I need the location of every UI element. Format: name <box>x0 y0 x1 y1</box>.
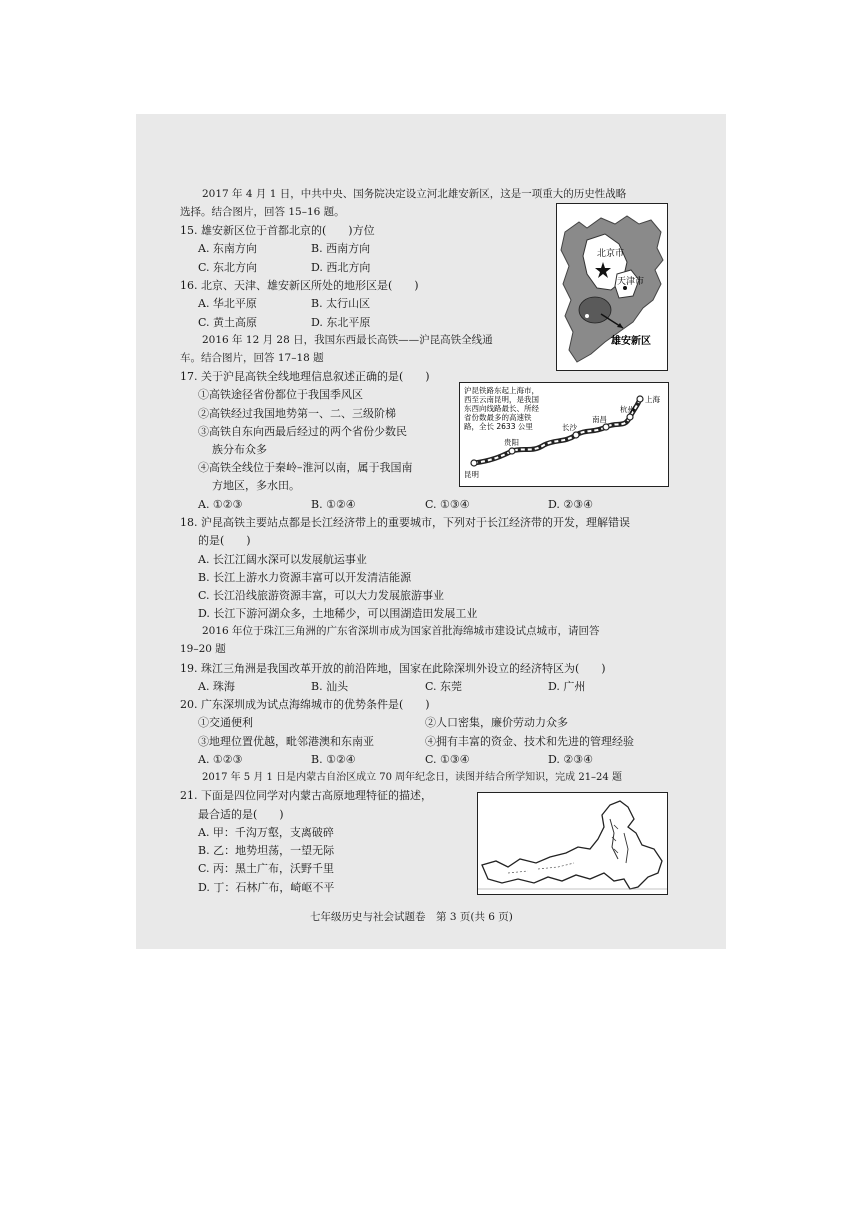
railway-caption-line5: 路，全长 2633 公里 <box>464 422 533 431</box>
q20-option-a[interactable]: A. ①②③ <box>198 753 243 766</box>
intro-shenzhen-line2: 19–20 题 <box>180 643 226 655</box>
q17-statement-4-cont: 方地区，多水田。 <box>212 479 300 492</box>
q19-option-b[interactable]: B. 汕头 <box>311 680 349 693</box>
q18-option-d[interactable]: D. 长江下游河湖众多，土地稀少，可以围湖造田发展工业 <box>198 607 478 620</box>
question-18-stem-line1: 18. 沪昆高铁主要站点都是长江经济带上的重要城市，下列对于长江经济带的开发，理解错误 <box>180 516 630 529</box>
station-kunming: 昆明 <box>464 470 479 479</box>
q19-option-d[interactable]: D. 广州 <box>548 680 586 693</box>
railway-caption-line1: 沪昆铁路东起上海市， <box>464 386 539 395</box>
railway-caption-line4: 省份数最多的高速铁 <box>464 413 532 422</box>
question-18-stem-line2: 的是( ) <box>198 534 251 547</box>
q18-option-a[interactable]: A. 长江江阔水深可以发展航运事业 <box>198 553 367 566</box>
q19-option-c[interactable]: C. 东莞 <box>425 680 463 693</box>
q16-option-a[interactable]: A. 华北平原 <box>198 297 257 310</box>
station-guiyang: 贵阳 <box>504 438 519 447</box>
hukun-map-graphic <box>460 383 668 486</box>
inner-mongolia-graphic <box>478 793 667 894</box>
q21-option-b[interactable]: B. 乙：地势坦荡，一望无际 <box>198 844 335 857</box>
page-footer: 七年级历史与社会试题卷 第 3 页(共 6 页) <box>310 911 513 923</box>
intro-hukun-line1: 2016 年 12 月 28 日，我国东西最长高铁——沪昆高铁全线通 <box>202 334 493 346</box>
q20-option-b[interactable]: B. ①②④ <box>311 753 356 766</box>
q20-statement-2: ②人口密集，廉价劳动力众多 <box>425 716 568 729</box>
q17-statement-1: ①高铁途径省份都位于我国季风区 <box>198 388 363 401</box>
q20-statement-1: ①交通便利 <box>198 716 253 729</box>
hukun-railway-map <box>459 382 669 487</box>
q15-option-c[interactable]: C. 东北方向 <box>198 261 258 274</box>
intro-shenzhen-line1: 2016 年位于珠江三角洲的广东省深圳市成为国家首批海绵城市建设试点城市，请回答 <box>202 625 600 637</box>
question-21-stem-line1: 21. 下面是四位同学对内蒙古高原地理特征的描述， <box>180 789 432 802</box>
q17-statement-3-cont: 族分布众多 <box>212 443 267 456</box>
map-label-xiongan: 雄安新区 <box>611 336 651 347</box>
station-nanchang: 南昌 <box>592 415 607 424</box>
station-hangzhou: 杭州 <box>620 405 635 414</box>
q17-option-a[interactable]: A. ①②③ <box>198 498 243 511</box>
map-label-tianjin: 天津市 <box>617 277 645 287</box>
q17-option-d[interactable]: D. ②③④ <box>548 498 594 511</box>
q20-option-c[interactable]: C. ①③④ <box>425 753 470 766</box>
q17-option-b[interactable]: B. ①②④ <box>311 498 356 511</box>
q21-option-c[interactable]: C. 丙：黑土广布，沃野千里 <box>198 862 335 875</box>
question-16-stem: 16. 北京、天津、雄安新区所处的地形区是( ) <box>180 279 419 292</box>
xiongan-map-graphic <box>557 204 667 370</box>
xiongan-location-map <box>556 203 668 371</box>
map-label-beijing: 北京市 <box>597 249 625 259</box>
q17-option-c[interactable]: C. ①③④ <box>425 498 470 511</box>
q21-option-a[interactable]: A. 甲：千沟万壑，支离破碎 <box>198 826 334 839</box>
q16-option-b[interactable]: B. 太行山区 <box>311 297 371 310</box>
question-19-stem: 19. 珠江三角洲是我国改革开放的前沿阵地，国家在此除深圳外设立的经济特区为( ) <box>180 662 606 675</box>
intro-xiongan-line2: 选择。结合图片，回答 15–16 题。 <box>180 206 345 218</box>
station-changsha: 长沙 <box>562 423 577 432</box>
question-20-stem: 20. 广东深圳成为试点海绵城市的优势条件是( ) <box>180 698 430 711</box>
q15-option-b[interactable]: B. 西南方向 <box>311 242 371 255</box>
q17-statement-4: ④高铁全线位于秦岭–淮河以南，属于我国南 <box>198 461 413 474</box>
question-15-stem: 15. 雄安新区位于首都北京的( )方位 <box>180 224 375 237</box>
q17-statement-3: ③高铁自东向西最后经过的两个省份少数民 <box>198 425 407 438</box>
q15-option-d[interactable]: D. 西北方向 <box>311 261 371 274</box>
q20-option-d[interactable]: D. ②③④ <box>548 753 594 766</box>
q15-option-a[interactable]: A. 东南方向 <box>198 242 257 255</box>
question-17-stem: 17. 关于沪昆高铁全线地理信息叙述正确的是( ) <box>180 370 430 383</box>
intro-neimenggu: 2017 年 5 月 1 日是内蒙古自治区成立 70 周年纪念日，读图并结合所学知识，完成 21–24 题 <box>202 772 622 783</box>
q17-statement-2: ②高铁经过我国地势第一、二、三级阶梯 <box>198 407 396 420</box>
q18-option-c[interactable]: C. 长江沿线旅游资源丰富，可以大力发展旅游事业 <box>198 589 445 602</box>
railway-caption-line2: 西至云南昆明，是我国 <box>464 395 539 404</box>
q19-option-a[interactable]: A. 珠海 <box>198 680 235 693</box>
q21-option-d[interactable]: D. 丁：石林广布，崎岖不平 <box>198 881 335 894</box>
q20-statement-3: ③地理位置优越，毗邻港澳和东南亚 <box>198 735 374 748</box>
intro-hukun-line2: 车。结合图片，回答 17–18 题 <box>180 352 324 364</box>
intro-xiongan-line1: 2017 年 4 月 1 日，中共中央、国务院决定设立河北雄安新区，这是一项重大的历史性战略 <box>202 188 627 200</box>
inner-mongolia-map <box>477 792 668 895</box>
railway-caption-line3: 东西向线路最长、所经 <box>464 404 539 413</box>
question-21-stem-line2: 最合适的是( ) <box>198 808 284 821</box>
q16-option-d[interactable]: D. 东北平原 <box>311 316 371 329</box>
q18-option-b[interactable]: B. 长江上游水力资源丰富可以开发清洁能源 <box>198 571 412 584</box>
q16-option-c[interactable]: C. 黄土高原 <box>198 316 258 329</box>
station-shanghai: 上海 <box>645 395 660 404</box>
q20-statement-4: ④拥有丰富的资金、技术和先进的管理经验 <box>425 735 634 748</box>
